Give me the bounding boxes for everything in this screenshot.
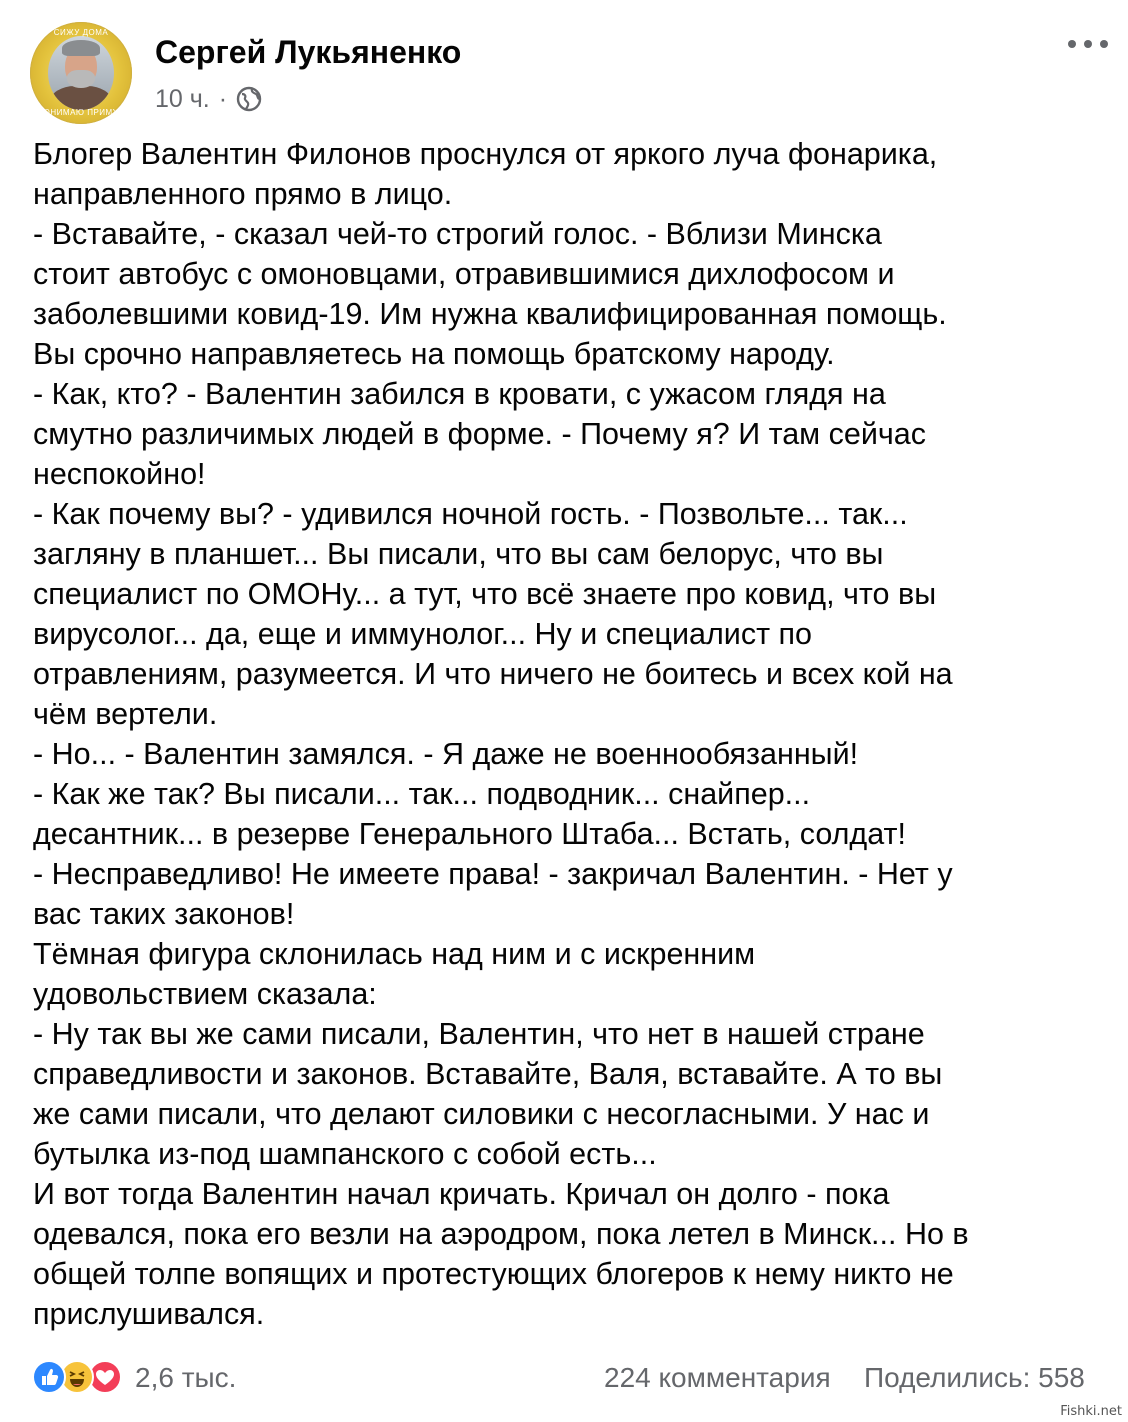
more-dot xyxy=(1100,40,1108,48)
post-text-line: - Но... - Валентин замялся. - Я даже не военнообязанный! xyxy=(33,737,859,771)
post-text-line: вирусолог... да, еще и иммунолог... Ну и специалист по xyxy=(33,617,812,651)
avatar-body-shape xyxy=(50,86,112,110)
post-text-line: отравлениям, разумеется. И что ничего не боитесь и всех кой на xyxy=(33,657,953,691)
post-text-line: десантник... в резерве Генерального Штаба... Встать, солдат! xyxy=(33,817,906,851)
post-footer xyxy=(0,1350,1128,1406)
watermark: Fishki.net xyxy=(1060,1404,1122,1419)
post-text-line: Блогер Валентин Филонов проснулся от яркого луча фонарика, xyxy=(33,137,938,171)
post-text-line: неспокойно! xyxy=(33,457,206,491)
post-text-line: заболевшими ковид-19. Им нужна квалифицированная помощь. xyxy=(33,297,947,331)
post-text-line: направленного прямо в лицо. xyxy=(33,177,453,211)
more-dot xyxy=(1068,40,1076,48)
avatar-badge-top: СИЖУ ДОМА xyxy=(53,28,109,37)
comments-count[interactable]: 224 комментария xyxy=(604,1362,831,1393)
post-text-line: загляну в планшет... Вы писали, что вы сам белорус, что вы xyxy=(33,537,884,571)
meta-separator: · xyxy=(218,84,228,113)
avatar-badge-bottom: ПОНИМАЮ ПРИМУС xyxy=(37,108,125,117)
post-text-line: - Как же так? Вы писали... так... подводник... снайпер... xyxy=(33,777,811,811)
post-header xyxy=(0,0,1128,130)
globe-icon[interactable] xyxy=(236,86,262,112)
post-text-line: специалист по ОМОНу... а тут, что всё знаете про ковид, что вы xyxy=(33,577,937,611)
reaction-count[interactable]: 2,6 тыс. xyxy=(135,1362,237,1393)
post-text-line: Вы срочно направляетесь на помощь братскому народу. xyxy=(33,337,835,371)
post-text-line: - Ну так вы же сами писали, Валентин, что нет в нашей стране xyxy=(33,1017,925,1051)
post-time[interactable]: 10 ч. xyxy=(155,84,210,113)
avatar-beard-shape xyxy=(67,70,95,88)
post-text-line: Тёмная фигура склонилась над ним и с искренним xyxy=(33,937,756,971)
post-text-line: И вот тогда Валентин начал кричать. Кричал он долго - пока xyxy=(33,1177,890,1211)
post-text-line: смутно различимых людей в форме. - Почему я? И там сейчас xyxy=(33,417,926,451)
avatar[interactable] xyxy=(30,22,132,124)
reaction-icons[interactable] xyxy=(32,1360,132,1396)
post-text-line: - Как, кто? - Валентин забился в кровати, с ужасом глядя на xyxy=(33,377,886,411)
post-text-line: одевался, пока его везли на аэродром, пока летел в Минск... Но в xyxy=(33,1217,969,1251)
more-dot xyxy=(1084,40,1092,48)
like-icon xyxy=(32,1360,66,1394)
post-text-line: стоит автобус с омоновцами, отравившимися дихлофосом и xyxy=(33,257,895,291)
avatar-photo xyxy=(48,36,114,110)
post-text-line: справедливости и законов. Вставайте, Валя, вставайте. А то вы xyxy=(33,1057,943,1091)
more-options-icon[interactable] xyxy=(1068,36,1108,52)
author-name[interactable]: Сергей Лукьяненко xyxy=(155,34,462,70)
post-text-line: - Вставайте, - сказал чей-то строгий голос. - Вблизи Минска xyxy=(33,217,882,251)
post-meta xyxy=(155,84,262,114)
shares-count[interactable]: Поделились: 558 xyxy=(864,1362,1085,1393)
post-text-line: - Как почему вы? - удивился ночной гость. - Позвольте... так... xyxy=(33,497,908,531)
post-text-line: удовольствием сказала: xyxy=(33,977,377,1011)
post-text-line: общей толпе вопящих и протестующих блогеров к нему никто не xyxy=(33,1257,954,1291)
post-text-line: вас таких законов! xyxy=(33,897,295,931)
post-text-line: прислушивался. xyxy=(33,1297,265,1331)
post-text-line: - Несправедливо! Не имеете права! - закричал Валентин. - Нет у xyxy=(33,857,953,891)
post-text-line: бутылка из-под шампанского с собой есть... xyxy=(33,1137,657,1171)
post-body xyxy=(33,134,1103,1334)
avatar-hair-shape xyxy=(62,40,100,56)
post-text-line: чём вертели. xyxy=(33,697,218,731)
post-text-line: же сами писали, что делают силовики с несогласными. У нас и xyxy=(33,1097,930,1131)
